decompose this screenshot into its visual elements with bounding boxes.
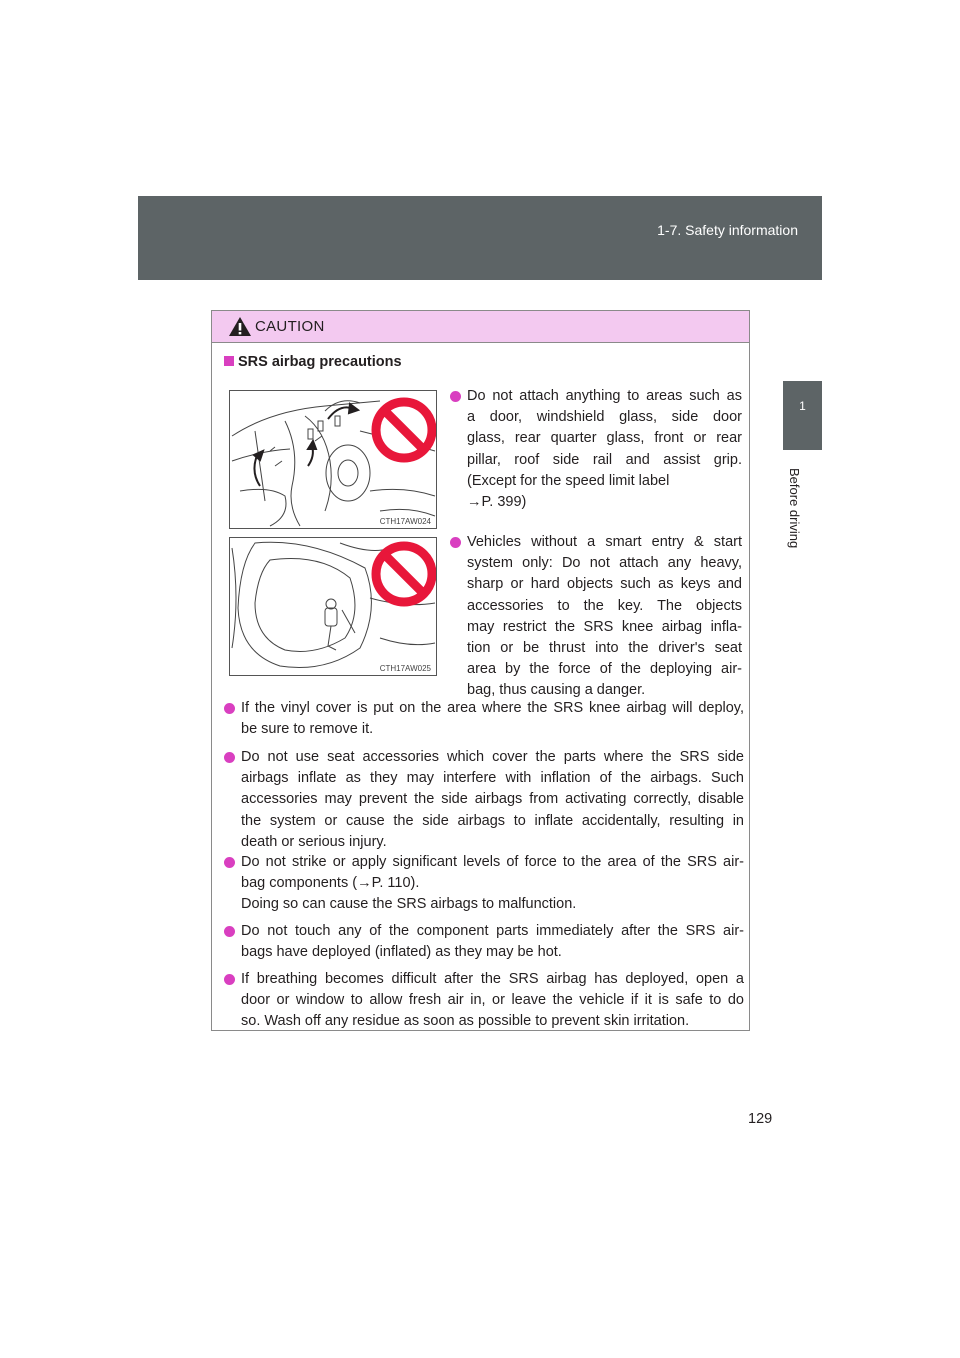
line: pillar, roof side rail and assist grip. — [467, 451, 742, 468]
page-number: 129 — [748, 1111, 773, 1127]
bullet-dot-icon — [224, 926, 235, 937]
line: Vehicles without a smart entry & start — [467, 534, 742, 550]
chapter-label: Before driving — [787, 468, 802, 549]
steering-illustration — [230, 538, 436, 675]
line: airbags inflate as they may interfere with inflation of the airbags. Such — [241, 770, 744, 787]
line: Do not strike or apply significant levels of force to the area of the SRS air- — [241, 854, 744, 870]
figure-code: CTH17AW024 — [379, 517, 431, 526]
bullet-breathing — [224, 969, 744, 1033]
line: the system or cause the side airbags to inflate accidentally, resulting in — [241, 812, 744, 829]
line: system only: Do not attach any heavy, — [467, 555, 742, 572]
line: so. Wash off any residue as soon as possible to prevent skin irritation. — [241, 1013, 690, 1030]
line: bag, thus causing a danger. — [467, 682, 646, 699]
bullet-dot-icon — [224, 752, 235, 763]
line: If the vinyl cover is put on the area where the SRS knee airbag will deploy, — [241, 700, 744, 716]
bullet-dot-icon — [450, 537, 461, 548]
line: may restrict the SRS knee airbag infla- — [467, 618, 742, 635]
line: bags have deployed (inflated) as they may be hot. — [241, 944, 562, 961]
caution-box — [211, 310, 750, 1031]
bullet-dot-icon — [224, 703, 235, 714]
line: a door, windshield glass, side door — [467, 409, 742, 426]
line: be sure to remove it. — [241, 721, 374, 738]
caution-header — [212, 311, 749, 343]
warning-triangle-icon — [228, 316, 252, 342]
line: If breathing becomes difficult after the SRS airbag has deployed, open a — [241, 971, 744, 987]
header-band — [138, 196, 822, 280]
bullet-dot-icon — [224, 857, 235, 868]
line: bag components (→P. 110). — [241, 875, 420, 892]
line: glass, rear quarter glass, front or rear — [467, 430, 742, 447]
line: Do not attach anything to areas such as — [467, 388, 742, 404]
caution-label: CAUTION — [255, 318, 325, 335]
chapter-tab — [783, 381, 822, 450]
square-bullet-icon — [224, 356, 234, 366]
line: Do not touch any of the component parts immediately after the SRS air- — [241, 923, 744, 939]
line: →P. 399) — [467, 494, 527, 511]
prohibited-icon — [376, 402, 432, 458]
line: sharp or hard objects such as keys and — [467, 576, 742, 593]
line: area by the force of the deploying air- — [467, 661, 742, 678]
line: accessories to the key. The objects — [467, 597, 742, 614]
figure-code: CTH17AW025 — [379, 664, 431, 673]
prohibited-icon — [376, 546, 432, 602]
bullet-strike-force — [224, 852, 744, 916]
bullet-dot-icon — [224, 974, 235, 985]
line: (Except for the speed limit label — [467, 472, 670, 489]
bullet-vinyl-cover — [224, 698, 744, 740]
side-bullet-attach — [450, 386, 742, 513]
bullet-dot-icon — [450, 391, 461, 402]
section-title: 1-7. Safety information — [657, 222, 798, 238]
chapter-number: 1 — [799, 399, 806, 413]
line: accessories may prevent the side airbags from activating correctly, disable — [241, 791, 744, 808]
side-bullet-key — [450, 532, 742, 702]
figure-interior-pillars — [229, 390, 437, 529]
section-heading — [224, 354, 402, 370]
bullet-seat-accessories — [224, 747, 744, 853]
bullet-hot-components — [224, 921, 744, 963]
line: door or window to allow fresh air in, or leave the vehicle if it is safe to do — [241, 992, 744, 1009]
line: death or serious injury. — [241, 833, 387, 850]
section-heading-text: SRS airbag precautions — [238, 354, 402, 370]
line: tion or be thrust into the driver's seat — [467, 640, 742, 657]
figure-steering-key — [229, 537, 437, 676]
line: Doing so can cause the SRS airbags to malfunction. — [241, 896, 577, 913]
line: Do not use seat accessories which cover the parts where the SRS side — [241, 749, 744, 765]
interior-illustration — [230, 391, 436, 528]
